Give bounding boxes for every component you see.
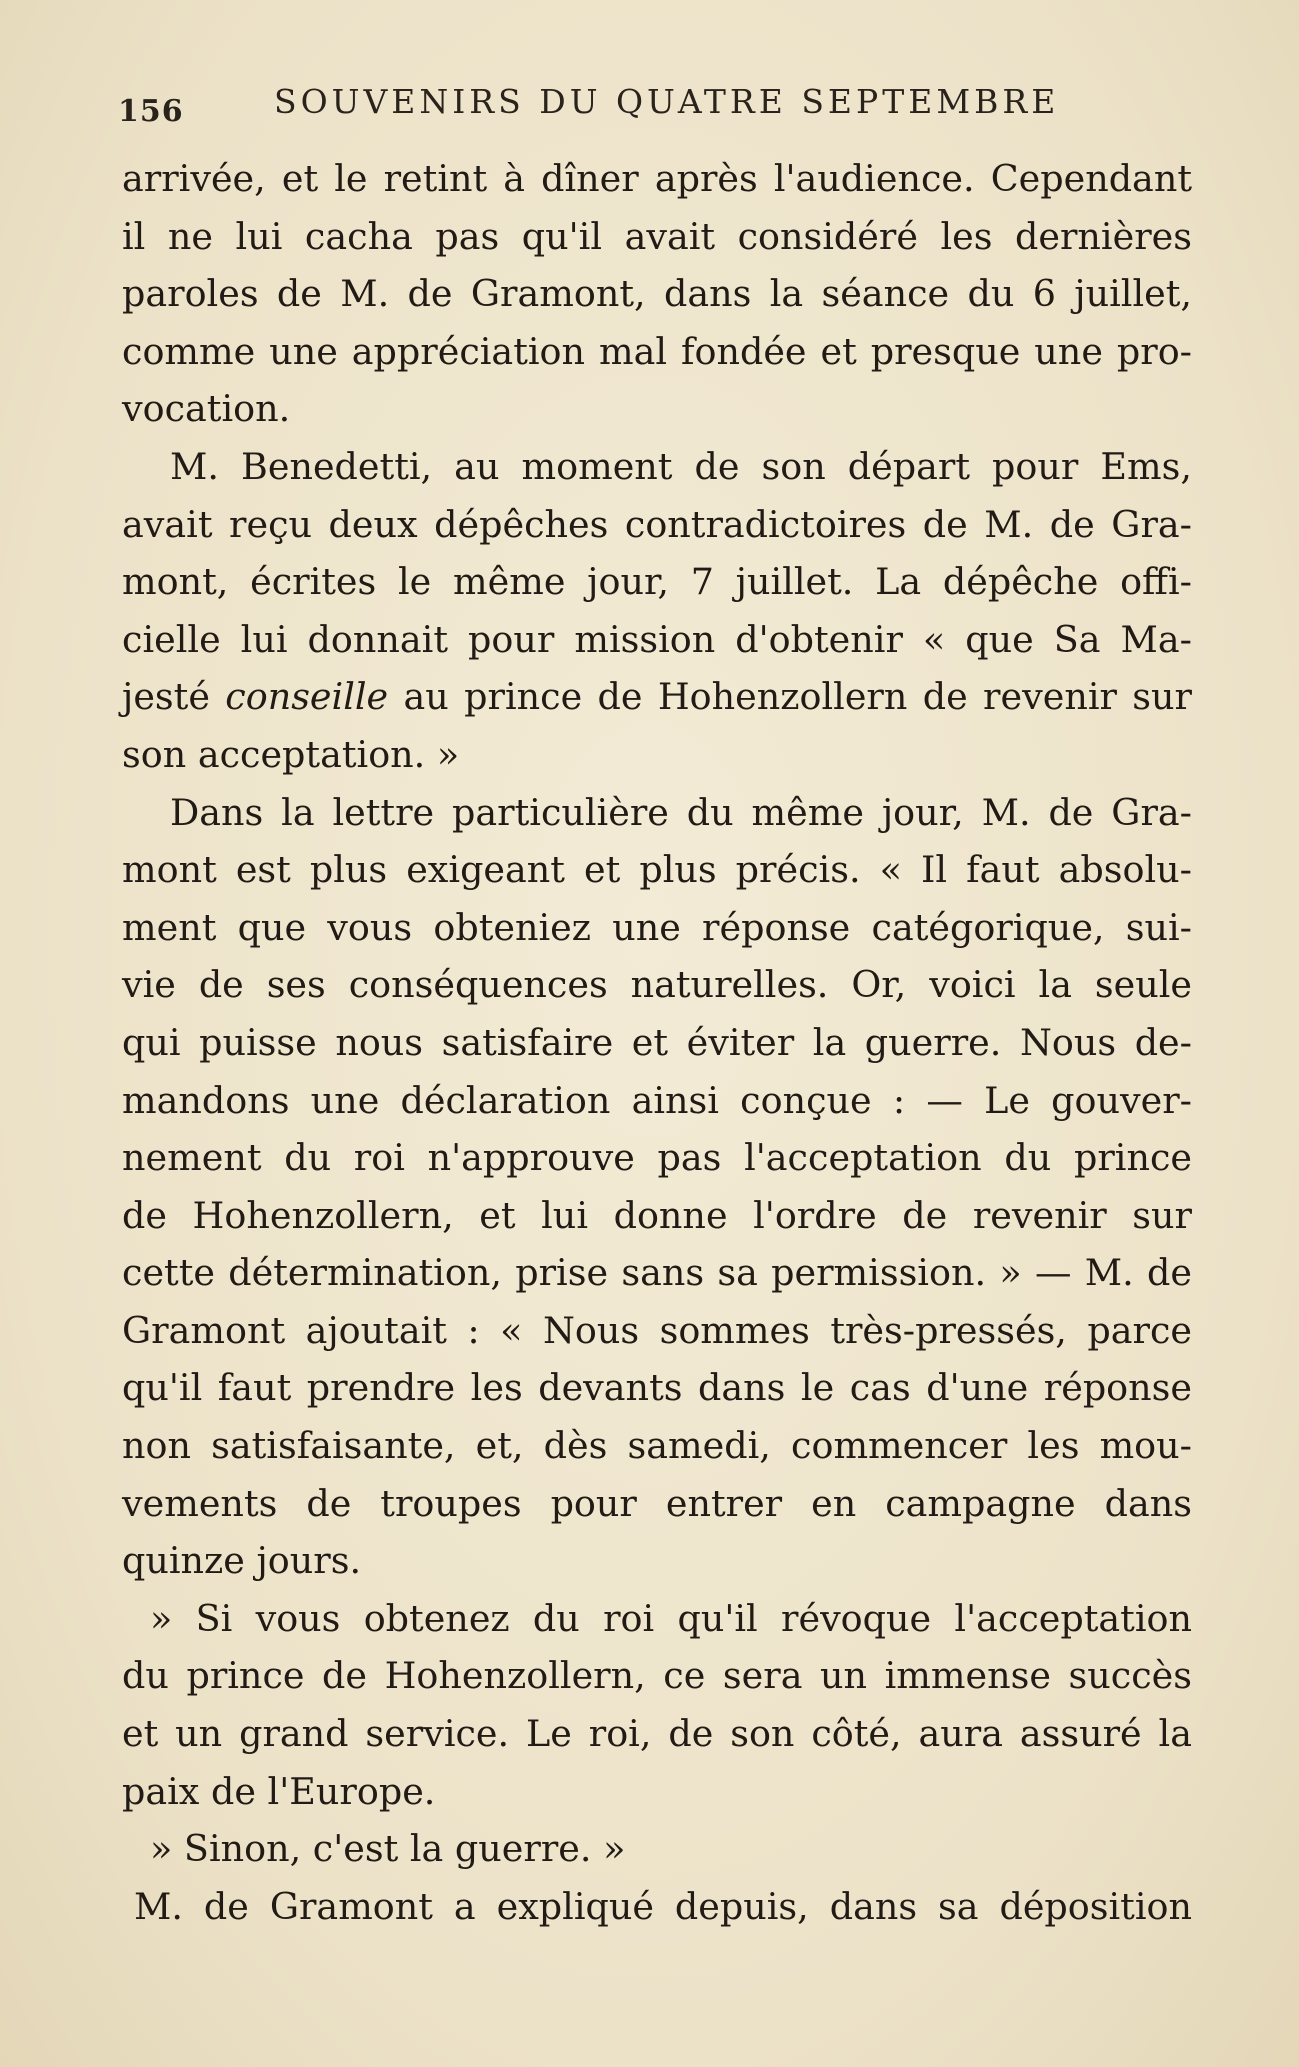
paragraph-start-line: » Sinon, c'est la guerre. » [150, 1827, 626, 1871]
text-line-with-emphasis [122, 668, 1192, 726]
paragraph-start-line: M. de Gramont a expliqué depuis, dans sa déposition [134, 1884, 1192, 1928]
text-line: avait reçu deux dépêches contradictoires de M. de Gra- [122, 502, 1192, 546]
text-line: vements de troupes pour entrer en campagne dans [122, 1481, 1192, 1525]
text-line: mont est plus exigeant et plus précis. « Il faut absolu- [122, 848, 1192, 892]
text-line: paix de l'Europe. [122, 1769, 436, 1813]
paragraph-start-line: M. Benedetti, au moment de son départ pour Ems, [170, 444, 1192, 488]
text-line: vocation. [122, 387, 291, 431]
page-header [118, 72, 1060, 132]
text-line: comme une appréciation mal fondée et presque une pro- [122, 329, 1192, 373]
text-line: non satisfaisante, et, dès samedi, commencer les mou- [122, 1424, 1192, 1468]
text-line: qui puisse nous satisfaire et éviter la guerre. Nous de- [122, 1020, 1192, 1064]
text-line: et un grand service. Le roi, de son côté, aura assuré la [122, 1712, 1192, 1756]
text-line: du prince de Hohenzollern, ce sera un immense succès [122, 1654, 1192, 1698]
text-line: de Hohenzollern, et lui donne l'ordre de revenir sur [122, 1193, 1192, 1237]
text-line: cielle lui donnait pour mission d'obtenir « que Sa Ma- [122, 617, 1192, 661]
paragraph-start-line: Dans la lettre particulière du même jour, M. de Gra- [170, 790, 1192, 834]
text-line: mont, écrites le même jour, 7 juillet. La dépêche offi- [122, 560, 1192, 604]
line-segment: jesté [122, 675, 226, 719]
running-title: SOUVENIRS DU QUATRE SEPTEMBRE [274, 82, 1060, 121]
text-line: mandons une déclaration ainsi conçue : — Le gouver- [122, 1078, 1192, 1122]
text-line: ment que vous obteniez une réponse catégorique, sui- [122, 905, 1192, 949]
text-line: qu'il faut prendre les devants dans le cas d'une réponse [122, 1366, 1192, 1410]
text-line: vie de ses conséquences naturelles. Or, voici la seule [122, 963, 1192, 1007]
text-line: Gramont ajoutait : « Nous sommes très-pressés, parce [122, 1308, 1192, 1352]
text-line: son acceptation. » [122, 732, 460, 776]
text-line: quinze jours. [122, 1539, 362, 1583]
text-line: il ne lui cacha pas qu'il avait considéré les dernières [122, 214, 1192, 258]
paragraph-start-line: » Si vous obtenez du roi qu'il révoque l'acceptation [150, 1596, 1192, 1640]
text-line: cette détermination, prise sans sa permission. » — M. de [122, 1251, 1192, 1295]
text-line: paroles de M. de Gramont, dans la séance du 6 juillet, [122, 272, 1192, 316]
page-number: 156 [118, 94, 184, 129]
emphasized-word: conseille [225, 675, 389, 719]
line-segment: au prince de Hohenzollern de revenir sur [388, 675, 1192, 719]
text-line: arrivée, et le retint à dîner après l'audience. Cependant [122, 157, 1192, 200]
text-line: nement du roi n'approuve pas l'acceptation du prince [122, 1136, 1192, 1180]
body-text [122, 150, 1192, 1935]
